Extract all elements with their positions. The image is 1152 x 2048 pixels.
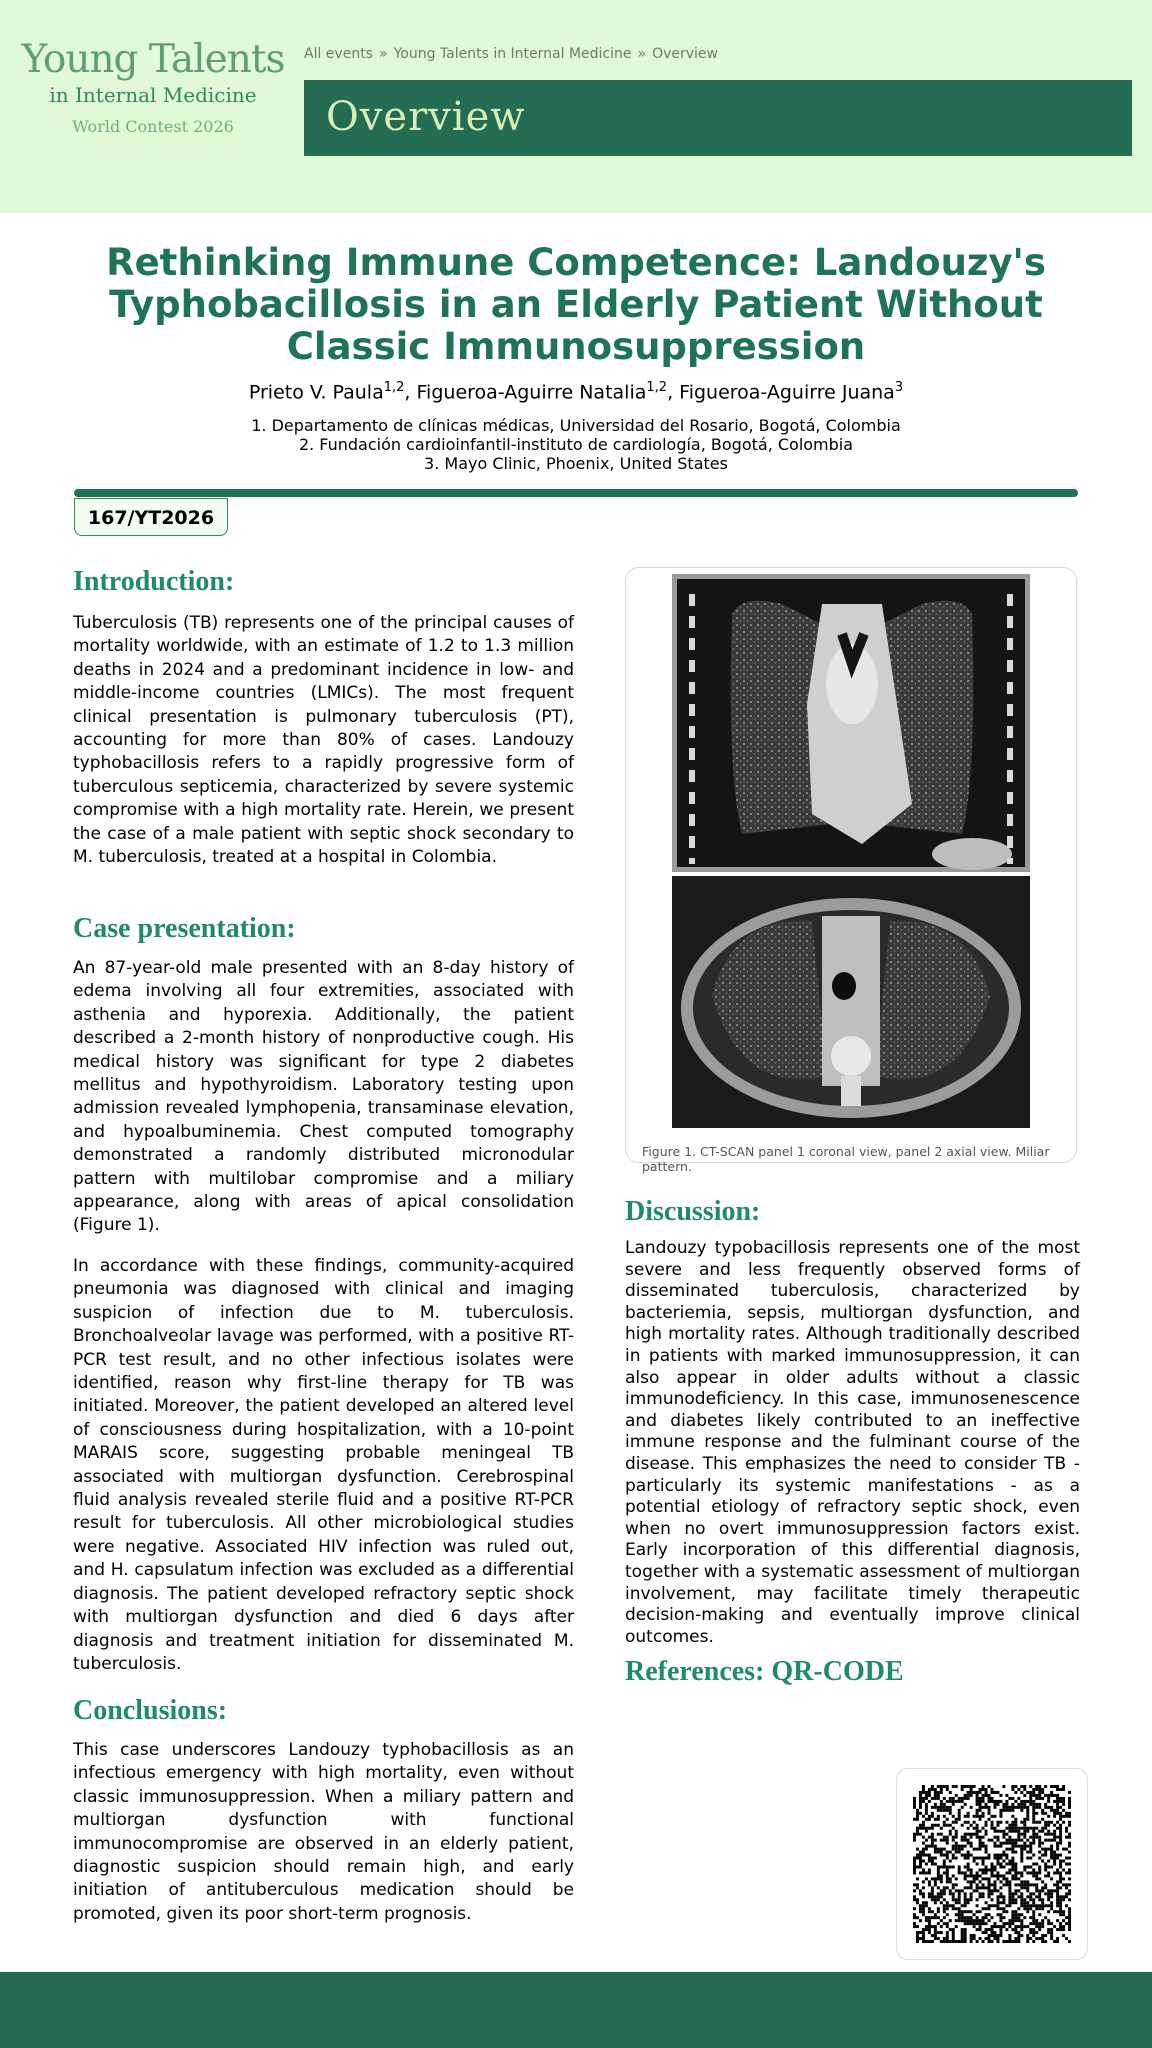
ct-axial-image[interactable] [672, 876, 1030, 1128]
introduction-heading: Introduction: [73, 566, 235, 597]
author-affiliation-mark: 1,2 [383, 380, 405, 395]
logo-line-1: Young Talents [21, 37, 285, 82]
author-separator: , [404, 381, 417, 404]
figure-caption: Figure 1. CT-SCAN panel 1 coronal view, panel 2 axial view. Miliar pattern. [642, 1144, 1050, 1174]
author-list [0, 380, 1152, 403]
title-divider [74, 489, 1078, 497]
author-separator: , [667, 381, 680, 404]
case-presentation-paragraph-1: An 87-year-old male presented with an 8-day history of edema involving all four extremities, associated with asthenia and hyporexia. Additionally, the patient described a 2-month history of nonproductive cough. His medical history was significant for type 2 diabetes mellitus and hypothyroidism. Laboratory testing upon admission revealed lymphopenia, transaminase elevation, and hypoalbuminemia. Chest computed tomography demonstrated a randomly distributed micronodular pattern with multilobar compromise and a miliary appearance, along with areas of apical consolidation (Figure 1). [73, 958, 574, 1236]
introduction-text: Tuberculosis (TB) represents one of the principal causes of mortality worldwide, with an estimate of 1.2 to 1.3 million deaths in 2024 and a predominant incidence in low- and middle-income countries (LMICs). The most frequent clinical presentation is pulmonary tuberculosis (PT), accounting for more than 80% of cases. Landouzy typhobacillosis refers to a rapidly progressive form of tuberculous septicemia, characterized by severe systemic compromise with a high mortality rate. Herein, we present the case of a male patient with septic shock secondary to M. tuberculosis, treated at a hospital in Colombia. [73, 613, 574, 868]
author-affiliation-mark: 3 [894, 380, 904, 395]
breadcrumb [304, 46, 718, 62]
breadcrumb-separator: » [637, 46, 647, 62]
ct-coronal-image[interactable] [672, 574, 1030, 872]
affiliation-3: 3. Mayo Clinic, Phoenix, United States [424, 454, 728, 473]
logo-line-2: in Internal Medicine [49, 83, 257, 107]
breadcrumb-current: Overview [652, 46, 718, 62]
poster-id-badge: 167/YT2026 [74, 498, 228, 536]
case-presentation-paragraph-2: In accordance with these findings, community-acquired pneumonia was diagnosed with clinical and imaging suspicion of infection due to M. tuberculosis. Bronchoalveolar lavage was performed, with a positive RT-PCR test result, and no other infectious isolates were identified, reason why first-line therapy for TB was initiated. Moreover, the patient developed an altered level of consciousness during hospitalization, with a 10-point MARAIS score, suggesting probable meningeal TB associated with multiorgan dysfunction. Cerebrospinal fluid analysis revealed sterile fluid and a positive RT-PCR result for tuberculosis. All other microbiological studies were negative. Associated HIV infection was ruled out, and H. capsulatum infection was excluded as a differential diagnosis. The patient developed refractory septic shock with multiorgan dysfunction and died 6 days after diagnosis and treatment initiation for disseminated M. tuberculosis. [73, 1256, 574, 1674]
figure-1-card [625, 567, 1077, 1174]
affiliation-2: 2. Fundación cardioinfantil-instituto de cardiología, Bogotá, Colombia [298, 435, 854, 454]
conclusions-text: This case underscores Landouzy typhobacillosis as an infectious emergency with high mortality, even without classic immunosuppression. When a miliary pattern and multiorgan dysfunction with functional immunocompromise are observed in an elderly patient, diagnostic suspicion should remain high, and early initiation of antituberculous medication should be promoted, given its poor short-term prognosis. [73, 1740, 574, 1924]
header-band [0, 0, 1152, 213]
paper-title: Rethinking Immune Competence: Landouzy's Typhobacillosis in an Elderly Patient Without Classic Immunosuppression [106, 241, 1046, 368]
case-presentation-heading: Case presentation: [73, 913, 296, 944]
discussion-text: Landouzy typobacillosis represents one of the most severe and less frequently observed forms of disseminated tuberculosis, characterized by bacteriemia, sepsis, multiorgan dysfunction, and high mortality rates. Although traditionally described in patients with marked immunosuppression, it can also appear in older adults without a classic immunodeficiency. In this case, immunosenescence and diabetes likely contributed to an ineffective immune response and the fulminant course of the disease. This emphasizes the need to consider TB - particularly its systemic manifestations - as a potential etiology of refractory septic shock, even when no overt immunosuppression factors exist. Early incorporation of this differential diagnosis, together with a systematic assessment of multiorgan involvement, may facilitate timely therapeutic decision-making and eventually improve clinical outcomes. [625, 1238, 1080, 1647]
discussion-heading: Discussion: [625, 1196, 761, 1227]
footer-band [0, 1972, 1152, 2048]
author-name: Figueroa-Aguirre Natalia [416, 381, 647, 404]
breadcrumb-separator: » [378, 46, 388, 62]
affiliation-1: 1. Departamento de clínicas médicas, Universidad del Rosario, Bogotá, Colombia [251, 416, 901, 435]
breadcrumb-young-talents[interactable]: Young Talents in Internal Medicine [393, 46, 632, 62]
conclusions-heading: Conclusions: [73, 1695, 228, 1726]
author-name: Prieto V. Paula [248, 381, 384, 404]
author-affiliation-mark: 1,2 [646, 380, 668, 395]
event-logo[interactable] [18, 38, 288, 138]
references-heading: References: QR-CODE [625, 1656, 904, 1687]
page-title-bar [304, 80, 1132, 156]
author-name: Figueroa-Aguirre Juana [679, 381, 895, 404]
page-title: Overview [326, 94, 526, 140]
breadcrumb-all-events[interactable]: All events [304, 46, 373, 62]
qr-code-icon[interactable] [913, 1785, 1071, 1943]
logo-line-3: World Contest 2026 [72, 117, 234, 136]
references-qr-card[interactable] [896, 1768, 1088, 1960]
